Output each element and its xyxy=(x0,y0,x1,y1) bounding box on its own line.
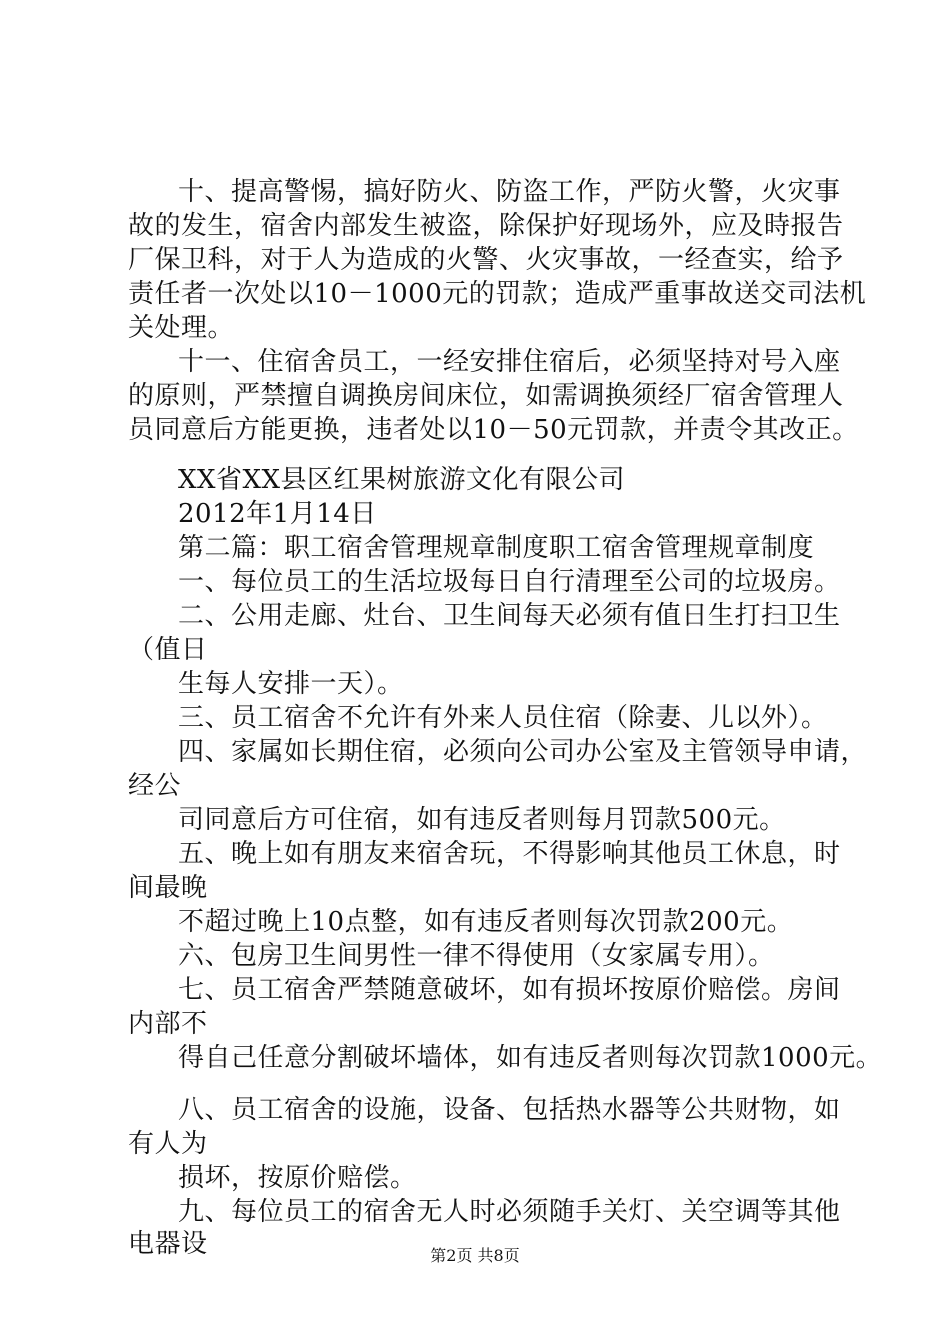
text-line: 关处理。 xyxy=(128,313,235,343)
text-line: 二、公用走廊、灶台、卫生间每天必须有值日生打扫卫生 xyxy=(178,601,841,631)
text-line: 不超过晚上10点整，如有违反者则每次罚款200元。 xyxy=(178,907,794,937)
text-line: 故的发生，宿舍内部发生被盗，除保护好现场外，应及時报告 xyxy=(128,211,844,241)
text-line: 损坏，按原价赔偿。 xyxy=(178,1163,417,1193)
text-line: 间最晚 xyxy=(128,873,208,903)
text-line: 司同意后方可住宿，如有违反者则每月罚款500元。 xyxy=(178,805,786,835)
text-line: 员同意后方能更换，违者处以10－50元罚款，并责令其改正。 xyxy=(128,415,859,445)
text-line: 经公 xyxy=(128,771,182,801)
text-line: 七、员工宿舍严禁随意破坏，如有损坏按原价赔偿。房间 xyxy=(178,975,841,1005)
text-line: 六、包房卫生间男性一律不得使用（女家属专用）。 xyxy=(178,941,775,971)
text-line: 内部不 xyxy=(128,1009,208,1039)
section-title: 第二篇：职工宿舍管理规章制度职工宿舍管理规章制度 xyxy=(178,533,815,563)
text-line: 生每人安排一天）。 xyxy=(178,669,404,699)
document-date: 2012年1月14日 xyxy=(178,499,377,529)
text-line: 八、员工宿舍的设施，设备、包括热水器等公共财物，如 xyxy=(178,1095,841,1125)
text-line: 四、家属如长期住宿，必须向公司办公室及主管领导申请， xyxy=(178,737,868,767)
text-line: 一、每位员工的生活垃圾每日自行清理至公司的垃圾房。 xyxy=(178,567,841,597)
text-line: 有人为 xyxy=(128,1129,208,1159)
text-line: 责任者一次处以10－1000元的罚款；造成严重事故送交司法机 xyxy=(128,279,867,309)
text-line: 十一、住宿舍员工，一经安排住宿后，必须坚持对号入座 xyxy=(178,347,841,377)
text-line: 厂保卫科，对于人为造成的火警、火灾事故，一经查实，给予 xyxy=(128,245,844,275)
text-line: 的原则，严禁擅自调换房间床位，如需调换须经厂宿舍管理人 xyxy=(128,381,844,411)
text-line: 九、每位员工的宿舍无人时必须随手关灯、关空调等其他 xyxy=(178,1197,841,1227)
text-line: 五、晚上如有朋友来宿舍玩，不得影响其他员工休息，时 xyxy=(178,839,841,869)
page-footer: 第2页 共8页 xyxy=(430,1246,520,1265)
text-line: 电器设 xyxy=(128,1229,208,1259)
text-line: 得自己任意分割破坏墙体，如有违反者则每次罚款1000元。 xyxy=(178,1043,883,1073)
text-line: （值日 xyxy=(128,635,208,665)
company-name: XX省XX县区红果树旅游文化有限公司 xyxy=(178,465,626,495)
text-line: 三、员工宿舍不允许有外来人员住宿（除妻、儿以外）。 xyxy=(178,703,828,733)
text-line: 十、提高警惕，搞好防火、防盗工作，严防火警，火灾事 xyxy=(178,177,841,207)
